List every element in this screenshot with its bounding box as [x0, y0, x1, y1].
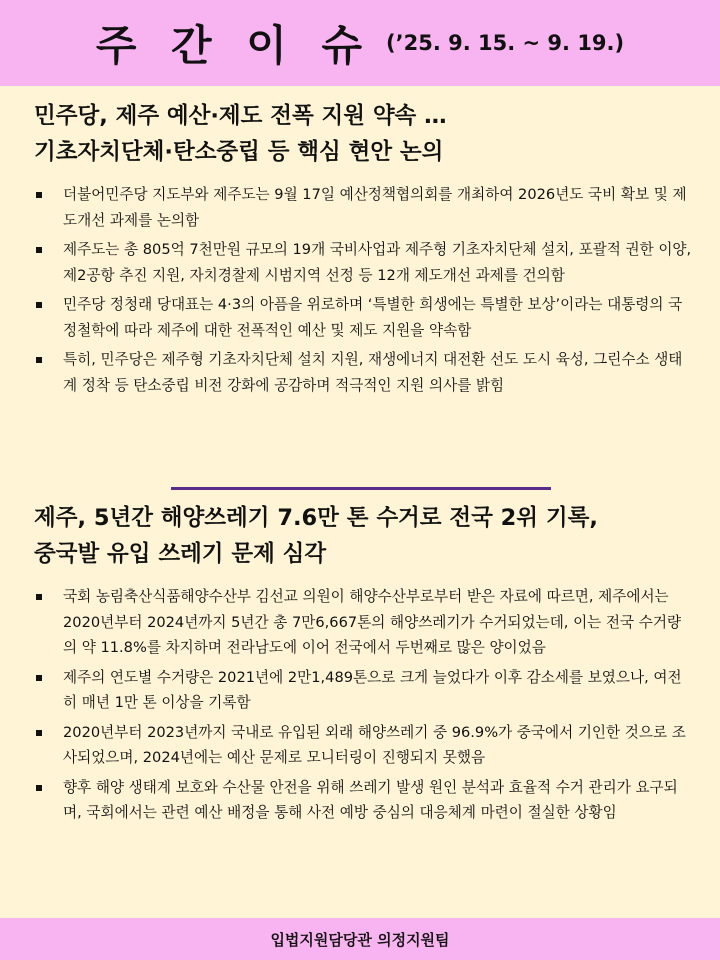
list-item-text: 국회 농림축산식품해양수산부 김선교 의원이 해양수산부로부터 받은 자료에 따르면, 제주에서는 2020년부터 2024년까지 5년간 총 7만6,667톤의 해양쓰레기가 수거되었는데, 이는 전국 수거량의 약 11.8%를 차지하며 전라남도에 이어 전국에서 두번째로 많은 양이었음 [63, 588, 682, 656]
square-bullet-icon [36, 247, 42, 253]
list-item-text: 민주당 정청래 당대표는 4·3의 아픔을 위로하며 ‘특별한 희생에는 특별한 보상’이라는 대통령의 국정철학에 따라 제주에 대한 전폭적인 예산 및 제도 지원을 약속함 [63, 296, 683, 339]
list-item [34, 182, 694, 233]
list-item [34, 775, 694, 826]
issue-section-1 [34, 98, 694, 398]
list-item-text: 더불어민주당 지도부와 제주도는 9월 17일 예산정책협의회를 개최하여 2026년도 국비 확보 및 제도개선 과제를 논의함 [63, 186, 687, 229]
square-bullet-icon [36, 302, 42, 308]
list-item [34, 237, 694, 288]
date-range: (’25. 9. 15. ~ 9. 19.) [386, 31, 625, 55]
list-item [34, 347, 694, 398]
list-item-text: 제주도는 총 805억 7천만원 규모의 19개 국비사업과 제주형 기초자치단체 설치, 포괄적 권한 이양, 제2공항 추진 지원, 자치경찰제 시범지역 선정 등 12개 제도개선 과제를 건의함 [63, 241, 692, 284]
square-bullet-icon [36, 785, 42, 791]
list-item [34, 665, 694, 716]
list-item [34, 584, 694, 661]
square-bullet-icon [36, 192, 42, 198]
bullet-list [34, 182, 694, 398]
footer-banner [0, 918, 720, 960]
section-headline [34, 500, 694, 572]
list-item [34, 720, 694, 771]
square-bullet-icon [36, 675, 42, 681]
list-item [34, 292, 694, 343]
headline-line: 민주당, 제주 예산·제도 전폭 지원 약속 … [34, 103, 447, 129]
section-divider [171, 487, 551, 490]
footer-text: 입법지원담당관 의정지원팀 [270, 930, 450, 949]
square-bullet-icon [36, 357, 42, 363]
square-bullet-icon [36, 594, 42, 600]
issue-section-2 [34, 500, 694, 826]
list-item-text: 제주의 연도별 수거량은 2021년에 2만1,489톤으로 크게 늘었다가 이후 감소세를 보였으나, 여전히 매년 1만 톤 이상을 기록함 [63, 668, 682, 711]
square-bullet-icon [36, 730, 42, 736]
header-banner [0, 0, 720, 86]
section-headline [34, 98, 694, 170]
list-item-text: 특히, 민주당은 제주형 기초자치단체 설치 지원, 재생에너지 대전환 선도 도시 육성, 그린수소 생태계 정착 등 탄소중립 비전 강화에 공감하며 적극적인 지원 의사를 밝힘 [63, 351, 683, 394]
headline-line: 기초자치단체·탄소중립 등 핵심 현안 논의 [34, 139, 444, 165]
headline-line: 중국발 유입 쓰레기 문제 심각 [34, 541, 327, 567]
bullet-list [34, 584, 694, 826]
page-title: 주 간 이 슈 [95, 21, 373, 70]
headline-line: 제주, 5년간 해양쓰레기 7.6만 톤 수거로 전국 2위 기록, [34, 505, 598, 531]
list-item-text: 2020년부터 2023년까지 국내로 유입된 외래 해양쓰레기 중 96.9%가 중국에서 기인한 것으로 조사되었으며, 2024년에는 예산 문제로 모니터링이 진행되지 못했음 [63, 723, 686, 766]
list-item-text: 향후 해양 생태계 보호와 수산물 안전을 위해 쓰레기 발생 원인 분석과 효율적 수거 관리가 요구되며, 국회에서는 관련 예산 배정을 통해 사전 예방 중심의 대응체계 마련이 절실한 상황임 [63, 778, 678, 821]
